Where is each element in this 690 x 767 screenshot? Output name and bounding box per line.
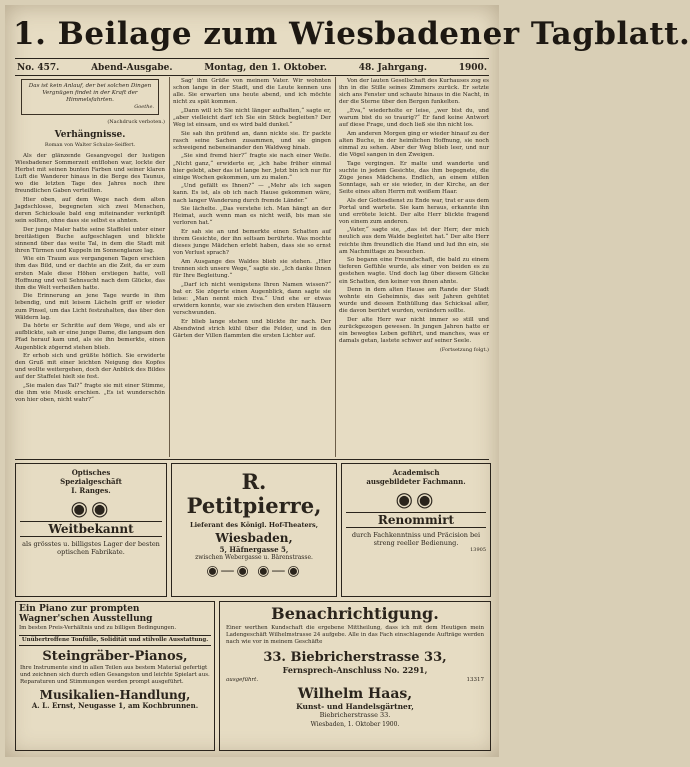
paragraph: „Darf ich nicht wenigstens Ihren Namen wissen?“ bat er. Sie zögerte einen Augenblick, dann sagte sie leise: „Man nennt mich Eva.“ Und ehe er etwas erwidern konnte, war sie zwischen den ersten Häusern verschwunden. [173, 281, 331, 316]
paragraph: Am anderen Morgen ging er wieder hinauf zu der alten Buche, in der heimlichen Hoffnung, sie noch einmal zu sehen. Aber der Weg blieb leer, und nur die Vögel sangen in den Zweigen. [339, 130, 489, 158]
ad-shop-name: Musikalien-Handlung, [39, 688, 191, 702]
column-divider [169, 77, 170, 457]
masthead-title: 1. Beilage zum Wiesbadener Tagblatt. [13, 16, 690, 52]
spectacles-icon: ◉—◉ ◉—◉ [206, 563, 302, 579]
ad-headline: Benachrichtigung. [271, 604, 439, 623]
paragraph: „Sie sind fremd hier?“ fragte sie nach einer Weile. „Nicht ganz,“ erwiderte er, „ich habe früher einmal hier gelebt, aber das ist lange her. Jetzt bin ich nur für einige Wochen gekommen, um zu malen.“ [173, 153, 331, 181]
paragraph: Die Erinnerung an jene Tage wurde in ihm lebendig, und mit leisem Lächeln griff er wieder zum Pinsel, um das Licht festzuhalten, das über den Wäldern lag. [15, 293, 165, 321]
optician-ad-right [341, 463, 491, 597]
paragraph: Sag' ihm Grüße von meinem Vater. Wir wohnten schon lange in der Stadt, und die Leute kennen uns alle. Sie erwarten uns heute abend, und ich möchte nicht zu spät kommen. [173, 78, 331, 106]
ad-line: Lieferant des Königl. Hof-Theaters, [190, 521, 318, 529]
ad-code: 13905 [470, 547, 486, 553]
novel-byline: Roman von Walter Schulze-Seiffert. [44, 142, 136, 149]
paragraph: „Und gefällt es Ihnen?“ — „Mehr als ich sagen kann. Es ist, als ob ich nach Hause gekommen wäre, nach langer Wanderung durch fremde Länder.“ [173, 183, 331, 204]
column-divider [335, 77, 336, 457]
paragraph: „Vater,“ sagte sie, „das ist der Herr, der mich neulich aus dem Walde begleitet hat.“ Der alte Herr reichte ihm freundlich die Hand und lud ihn ein, sie am Nachmittage zu besuchen. [339, 227, 489, 255]
issue-year: 1900. [458, 62, 487, 73]
ad-note: ausgeführt. [226, 677, 259, 683]
novel-title: Verhängnisse. [54, 130, 126, 141]
epigraph-line: Das ist kein Anlauf, der bei solchen Dingen [28, 83, 152, 89]
ad-note-row [220, 675, 490, 685]
dateline-rule [15, 75, 489, 76]
paragraph: Der junge Maler hatte seine Staffelei unter einer breitästigen Buche aufgeschlagen und blickte sinnend über das weite Tal, in dem die Stadt mit ihren Türmen und Kuppeln im Sonnenglanze lag. [15, 226, 165, 254]
epigraph-line: Vergnügen findet in der Kraft der Himmelsfahrten. [42, 90, 138, 104]
left-column [15, 78, 165, 456]
ad-headline: Weitbekannt [20, 521, 162, 537]
ad-body: Ihre Instrumente sind in allen Teilen aus bestem Material gefertigt und zeichnen sich durch edlen Gesangston und leichte Spielart aus. Reparaturen und Stimmungen werden prompt ausgeführt. [20, 665, 210, 685]
paragraph: Als der Gottesdienst zu Ende war, trat er aus dem Portal und wartete. Sie kam heraus, erkannte ihn und errötete leicht. Der alte Herr blickte fragend von einem zum anderen. [339, 197, 489, 225]
ad-code: 13317 [466, 677, 484, 683]
ad-headline: Ein Piano zur prompten Wagner'schen Ausstellung [19, 604, 153, 624]
ads-separator [15, 459, 489, 460]
ad-headline: Renommirt [346, 512, 486, 528]
ad-line: I. Ranges. [71, 486, 111, 495]
ad-dateline: Wiesbaden, 1. Oktober 1900. [310, 721, 400, 728]
ad-owner: A. L. Ernst, Neugasse 1, am Kochbrunnen. [31, 701, 199, 710]
reprint-note: (Nachdruck verboten.) [107, 119, 165, 126]
ad-banner: Unübertroffene Tonfülle, Solidität und stilvolle Ausstattung. [19, 635, 211, 646]
ad-line: Optisches [71, 468, 111, 477]
ad-body: durch Fachkenntniss und Präcision bei streng reeller Bedienung. [351, 531, 481, 547]
paragraph: Er sah sie an und bemerkte einen Schatten auf ihrem Gesichte, der ihn seltsam berührte. Was mochte dieses junge Mädchen erlebt haben, dass sie so ernst von Verlust sprach? [173, 228, 331, 257]
paragraph: Da hörte er Schritte auf dem Wege, und als er aufblickte, sah er eine junge Dame, die langsam den Pfad herauf kam und, als sie ihn bemerkte, einen Augenblick zögernd stehen blieb. [15, 323, 165, 351]
notification-ad [219, 601, 491, 751]
paragraph: „Dann will ich Sie nicht länger aufhalten,“ sagte er, „aber vielleicht darf ich Sie ein Stück begleiten? Der Weg ist einsam, und es wird bald dunkel.“ [173, 107, 331, 129]
issue-number: No. 457. [17, 62, 60, 73]
paragraph: Er erhob sich und grüßte höflich. Sie erwiderte den Gruß mit einer leichten Neigung des Kopfes und wollte weitergehen, doch der Anblick des Bildes auf der Staffelei hielt sie fest. [15, 353, 165, 381]
ad-trade: Kunst- und Handelsgärtner, [296, 702, 414, 711]
paragraph: Sie sah ihn prüfend an, dann nickte sie. Er packte rasch seine Sachen zusammen, und sie gingen schweigend nebeneinander den Waldweg hinab. [173, 130, 331, 151]
ad-brand-name: Steingräber-Pianos, [42, 649, 188, 664]
issue-date: Montag, den 1. Oktober. [204, 62, 327, 73]
ad-line: Spezialgeschäft [60, 477, 122, 486]
volume-label: 48. Jahrgang. [358, 62, 427, 73]
paragraph: Sie lächelte. „Das verstehe ich. Man hängt an der Heimat, auch wenn man es nicht weiß, bis man sie verloren hat.“ [173, 206, 331, 227]
optician-ad-left [15, 463, 167, 597]
paragraph: „Sie malen das Tal?“ fragte sie mit einer Stimme, die ihm wie Musik erschien. „Es ist wunderschön von hier oben, nicht wahr?“ [15, 382, 165, 404]
ad-street: Biebricherstrasse 33. [319, 711, 391, 719]
paragraph: Wie ein Traum aus vergangenen Tagen erschien ihm das Bild, und er dachte an die Zeit, da er zum ersten Male diese Höhen erstiegen hatte, voll Hoffnung und voll Sehnsucht nach dem Glücke, das ihm die Welt verheißen hatte. [15, 256, 165, 291]
right-column [339, 78, 489, 456]
ad-line: zwischen Webergasse u. Bärenstrasse. [195, 554, 313, 561]
ad-city: Wiesbaden, [215, 531, 293, 545]
masthead-rule [15, 58, 489, 59]
ad-body: Einer werthen Kundschaft die ergebene Mittheilung, dass ich mit dem Heutigen mein Ladengeschäft Wilhelmstrasse 24 aufgebe. Alle in das Fach einschlagende Aufträge werden nach wie vor in meinem Geschäfte [226, 625, 484, 645]
paragraph: Hier oben, auf dem Wege nach dem alten Jagdschlosse, begegneten sich zwei Menschen, deren Schicksale bald eng miteinander verknüpft sein sollten, ohne dass sie selbst es ahnten. [15, 196, 165, 224]
petitpierre-ad [171, 463, 337, 597]
epigraph-box [21, 79, 159, 115]
continuation-note: (Fortsetzung folgt.) [439, 347, 489, 354]
eyes-icon: ◉◉ [395, 487, 437, 511]
middle-column [173, 78, 331, 456]
paragraph: Tage vergingen. Er malte und wanderte und suchte in jedem Gesichte, das ihm begegnete, die Züge jenes Mädchens. Endlich, an einem stillen Sonntage, sah er sie wieder, in der Kirche, an der Seite eines alten Herrn mit weißem Haar. [339, 160, 489, 195]
ad-line: Academisch [392, 468, 440, 477]
ad-body: als grösstes u. billigstes Lager der besten optischen Fabrikate. [22, 540, 160, 556]
paragraph: Als der glänzende Gesangvogel der lustigen Wiesbadener Sommerzeit entflohen war, lockte der Herbst mit seinen bunten Farben und seiner klaren Luft die Wanderer hinaus in die Berge des Taunus, wo die letzten Tage des Jahres noch ihre freundlichen Gaben verteilten. [15, 152, 165, 195]
paragraph: Der alte Herr war nicht immer so still und zurückgezogen gewesen. In jungen Jahren hatte er ein bewegtes Leben geführt, und manches, was er damals getan, lastete schwer auf seiner Seele. [339, 317, 489, 345]
ad-line: ausgebildeter Fachmann. [366, 477, 466, 486]
ad-address: 5, Häfnergasse 5, [219, 545, 289, 554]
ad-owner-name: Wilhelm Haas, [297, 686, 413, 702]
paragraph: So begann eine Freundschaft, die bald zu einem tieferen Gefühle wurde, als einer von beiden es zu gestehen wagte. Und doch lag über diesem Glücke ein Schatten, den keiner von ihnen ahnte. [339, 257, 489, 285]
dateline [17, 61, 487, 74]
paragraph: „Eva,“ wiederholte er leise, „wer bist du, und warum bist du so traurig?“ Er fand keine Antwort auf diese Frage, und doch ließ sie ihn nicht los. [339, 107, 489, 129]
ad-brand-name: R. Petitpierre, [186, 469, 322, 518]
piano-ad [15, 601, 215, 751]
edition-label: Abend-Ausgabe. [91, 62, 173, 73]
ad-address: 33. Biebricherstrasse 33, [263, 650, 447, 665]
ad-line: Im besten Preis-Verhältnis und zu billigen Bedingungen. [19, 625, 177, 631]
newspaper-page [5, 5, 690, 757]
paragraph: Er blieb lange stehen und blickte ihr nach. Der Abendwind strich kühl über die Felder, und in den Gärten der Villen flammten die ersten Lichter auf. [173, 318, 331, 339]
epigraph-author: Goethe. [134, 104, 154, 111]
ad-phone: Fernsprech-Anschluss No. 2291, [282, 665, 428, 675]
paragraph: Denn in dem alten Hause am Rande der Stadt wohnte ein Geheimnis, das seit Jahren gehütet wurde und dessen Enthüllung das Schicksal aller, die davon berührt wurden, verändern sollte. [339, 287, 489, 315]
paragraph: Von der lauten Gesellschaft des Kurhauses zog es ihn in die Stille seines Zimmers zurück. Er setzte sich ans Fenster und schaute hinaus in die Nacht, in der die Sterne über den Bergen funkelten. [339, 78, 489, 106]
paragraph: Am Ausgange des Waldes blieb sie stehen. „Hier trennen sich unsere Wege,“ sagte sie. „Ich danke Ihnen für Ihre Begleitung.“ [173, 258, 331, 279]
eyes-icon: ◉◉ [70, 496, 112, 520]
